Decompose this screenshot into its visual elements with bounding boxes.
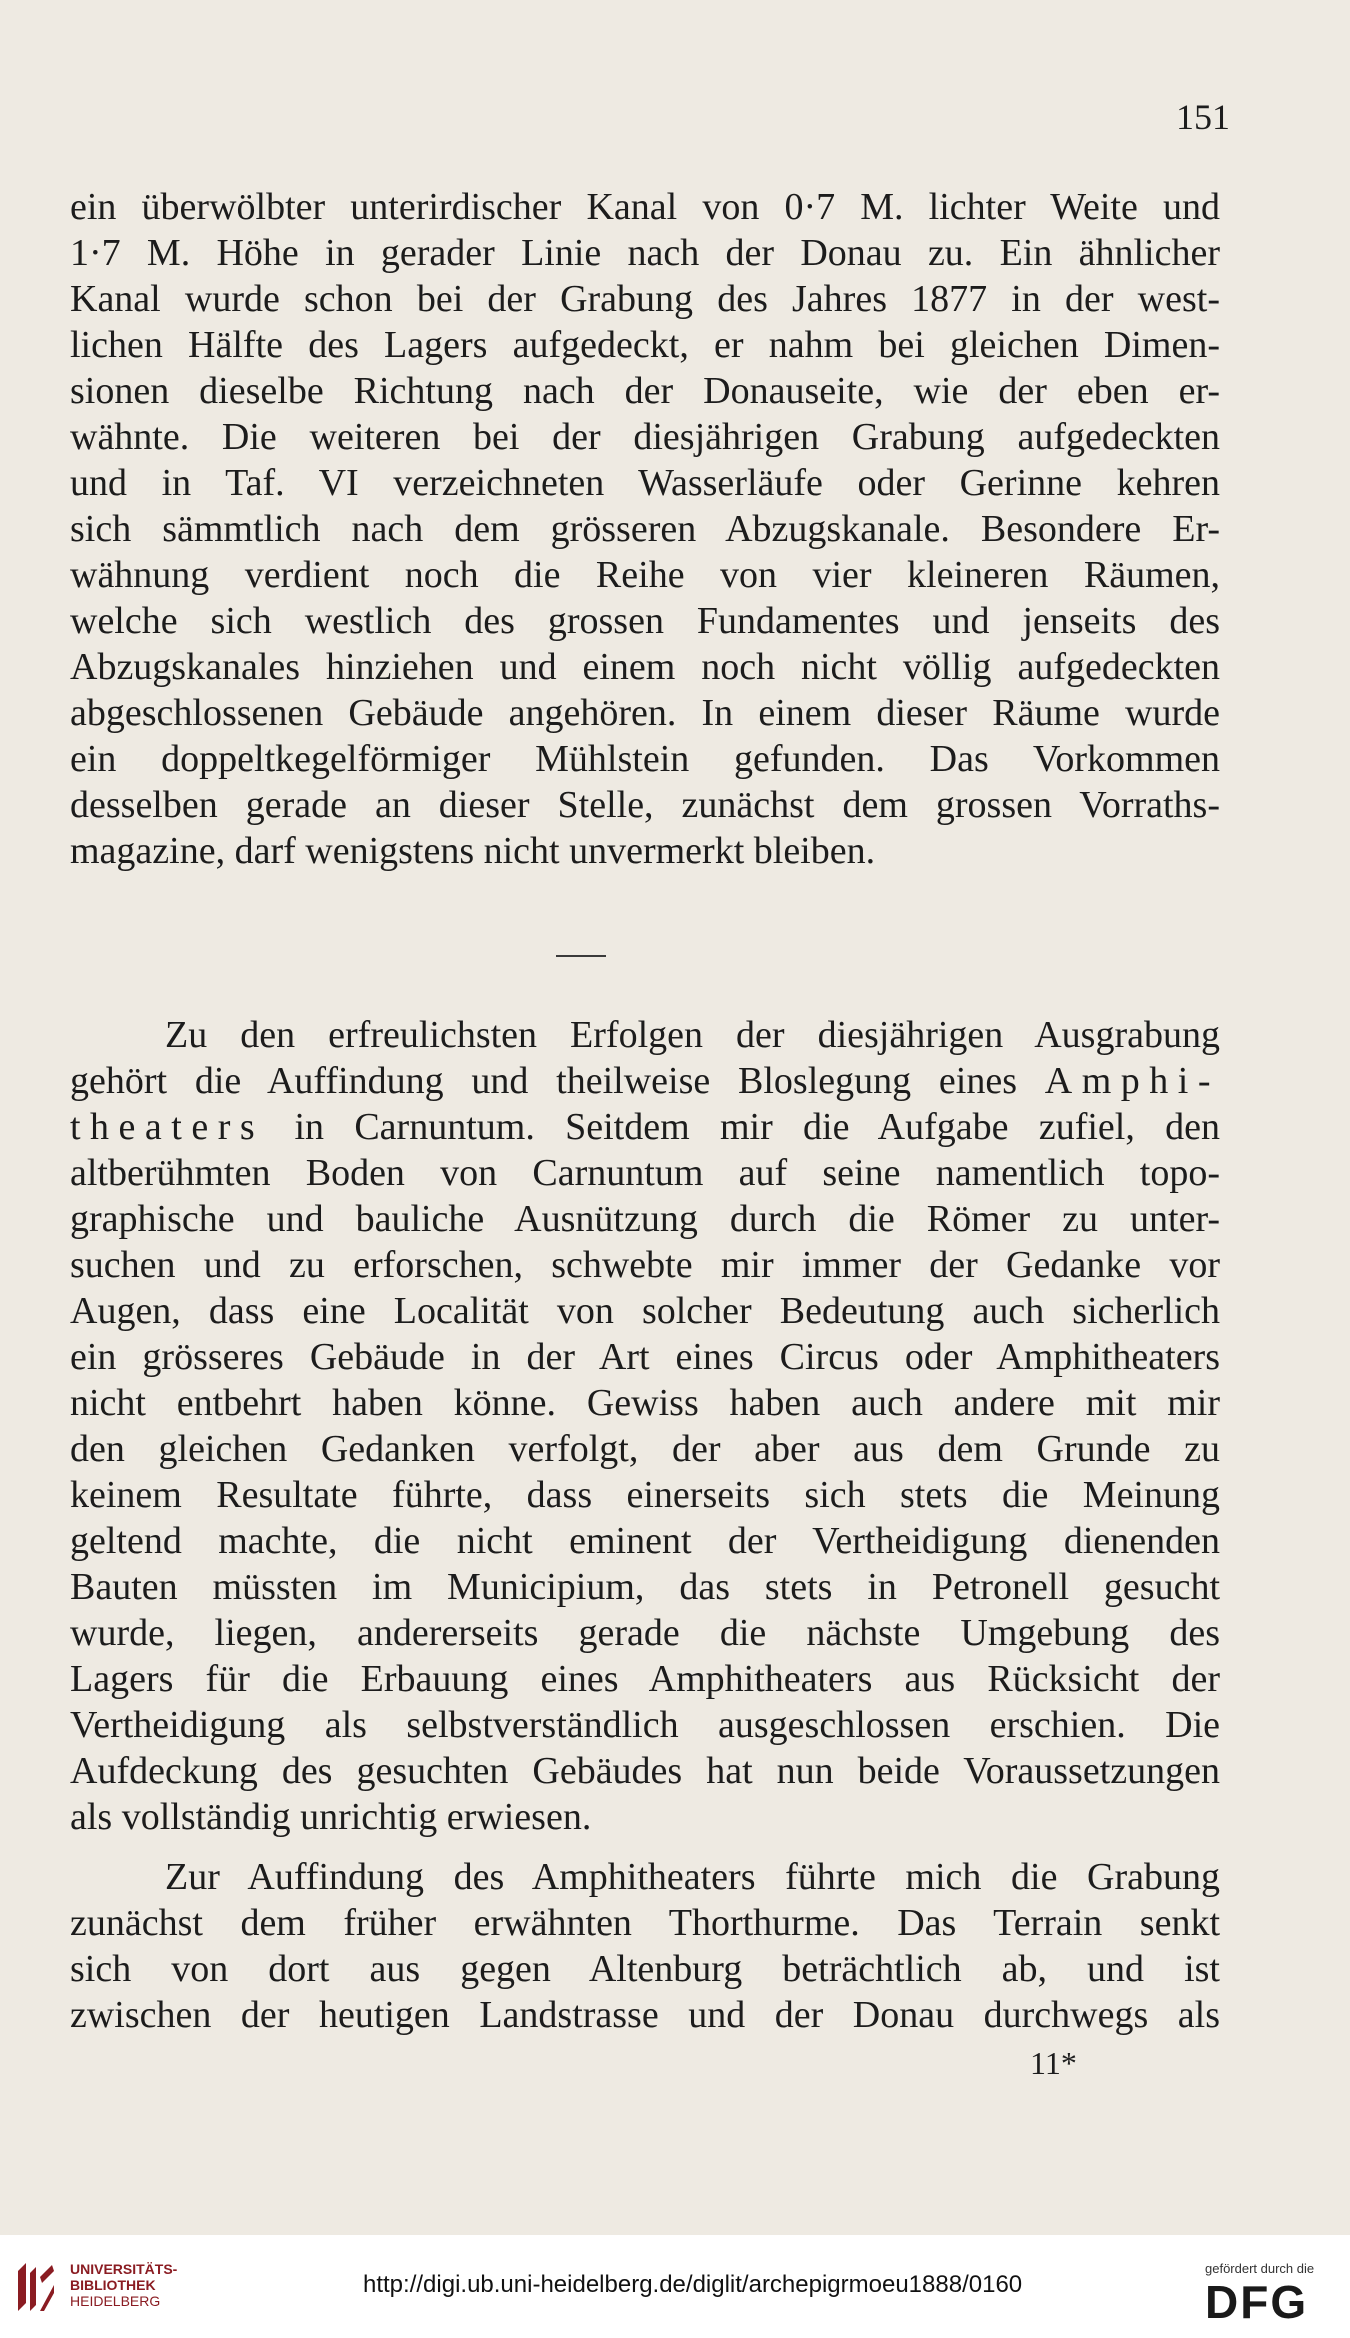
library-name [70,2261,177,2309]
text-line: als vollständig unrichtig erwiesen. [70,1796,592,1838]
text-line: sionen dieselbe Richtung nach der Donauseite, wie der eben er- [70,370,1220,412]
text-span: in Carnuntum. Seitdem mir die Aufgabe zufiel, den [294,1106,1221,1148]
text-line: Lagers für die Erbauung eines Amphitheaters aus Rücksicht der [70,1658,1220,1700]
text-line: sich sämmtlich nach dem grösseren Abzugskanale. Besondere Er- [70,508,1220,550]
text-line: nicht entbehrt haben könne. Gewiss haben auch andere mit mir [70,1382,1220,1424]
text-line: graphische und bauliche Ausnützung durch die Römer zu unter- [70,1198,1220,1240]
source-url-link[interactable]: http://digi.ub.uni-heidelberg.de/diglit/archepigrmoeu1888/0160 [363,2271,1023,2298]
text-line: Vertheidigung als selbstverständlich ausgeschlossen erschien. Die [70,1704,1220,1746]
text-line: Zu den erfreulichsten Erfolgen der diesjährigen Ausgrabung [165,1014,1220,1056]
text-line: zwischen der heutigen Landstrasse und der Donau durchwegs als [70,1994,1220,2036]
library-seal-icon [12,2257,60,2317]
text-line: Bauten müssten im Municipium, das stets in Petronell gesucht [70,1566,1220,1608]
text-line: 1·7 M. Höhe in gerader Linie nach der Donau zu. Ein ähnlicher [70,232,1220,274]
text-line: ein überwölbter unterirdischer Kanal von 0·7 M. lichter Weite und [70,186,1220,228]
dfg-logo[interactable]: DFG [1205,2276,1309,2328]
text-line: Aufdeckung des gesuchten Gebäudes hat nun beide Voraussetzungen [70,1750,1220,1792]
text-line: keinem Resultate führte, dass einerseits sich stets die Meinung [70,1474,1220,1516]
text-line: Abzugskanales hinziehen und einem noch nicht völlig aufgedeckten [70,646,1220,688]
text-line: abgeschlossenen Gebäude angehören. In einem dieser Räume wurde [70,692,1220,734]
text-line: wähnung verdient noch die Reihe von vier kleineren Räumen, [70,554,1220,596]
spaced-emphasis: theaters [70,1106,265,1148]
text-line: magazine, darf wenigstens nicht unvermerkt bleiben. [70,830,876,872]
signature-mark: 11* [1030,2045,1077,2081]
library-name-line: UNIVERSITÄTS- [70,2261,178,2277]
text-line: den gleichen Gedanken verfolgt, der aber aus dem Grunde zu [70,1428,1220,1470]
text-line: sich von dort aus gegen Altenburg beträchtlich ab, und ist [70,1948,1220,1990]
text-line: altberühmten Boden von Carnuntum auf seine namentlich topo- [70,1152,1220,1194]
text-line: welche sich westlich des grossen Fundamentes und jenseits des [70,600,1220,642]
section-divider [556,955,606,957]
text-line: geltend machte, die nicht eminent der Vertheidigung dienenden [70,1520,1220,1562]
text-line: lichen Hälfte des Lagers aufgedeckt, er nahm bei gleichen Dimen- [70,324,1220,366]
footer-bar [0,2235,1350,2338]
library-name-line: HEIDELBERG [70,2293,161,2309]
page-number: 151 [1176,97,1230,137]
text-span: gehört die Auffindung und theilweise Bloslegung eines [70,1060,1017,1102]
text-line: und in Taf. VI verzeichneten Wasserläufe oder Gerinne kehren [70,462,1220,504]
funded-by-label: gefördert durch die [1205,2261,1315,2276]
text-line: wähnte. Die weiteren bei der diesjährigen Grabung aufgedeckten [70,416,1220,458]
text-line: Kanal wurde schon bei der Grabung des Jahres 1877 in der west- [70,278,1220,320]
text-line: wurde, liegen, andererseits gerade die nächste Umgebung des [70,1612,1220,1654]
text-line: desselben gerade an dieser Stelle, zunächst dem grossen Vorraths- [70,784,1220,826]
text-line: ein doppeltkegelförmiger Mühlstein gefunden. Das Vorkommen [70,738,1220,780]
text-line: ein grösseres Gebäude in der Art eines Circus oder Amphitheaters [70,1336,1220,1378]
text-line: zunächst dem früher erwähnten Thorthurme. Das Terrain senkt [70,1902,1220,1944]
library-name-line: BIBLIOTHEK [70,2277,156,2293]
text-line: Augen, dass eine Localität von solcher Bedeutung auch sicherlich [70,1290,1220,1332]
text-line: suchen und zu erforschen, schwebte mir immer der Gedanke vor [70,1244,1220,1286]
spaced-emphasis: Amphi- [1044,1060,1221,1102]
text-line: Zur Auffindung des Amphitheaters führte mich die Grabung [165,1856,1220,1898]
text-line [70,1104,1220,1150]
text-line [70,1058,1220,1104]
